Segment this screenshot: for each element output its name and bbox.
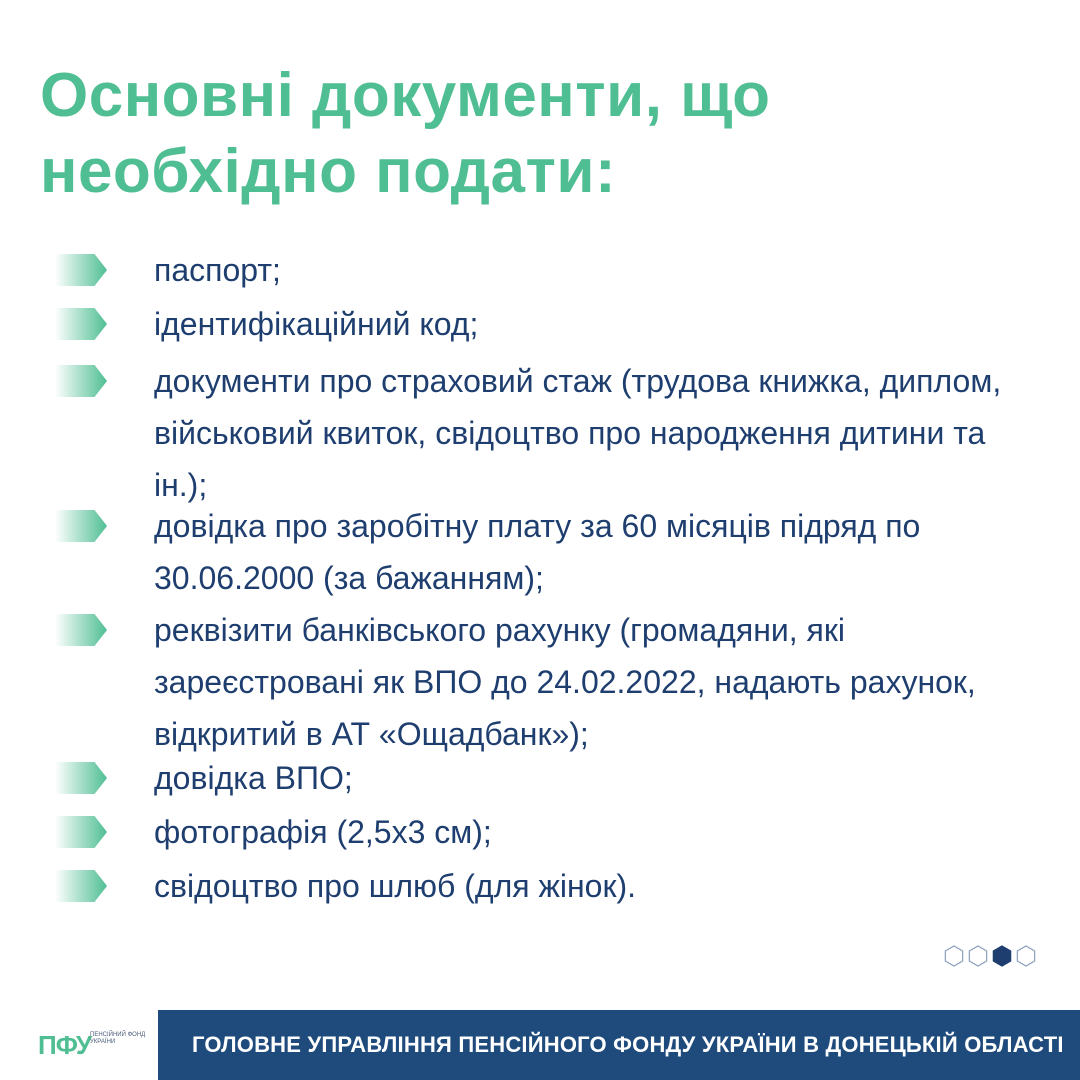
logo-mark: ПФУ [38, 1030, 92, 1060]
arrow-right-icon [55, 870, 107, 902]
page-dot-active[interactable] [993, 946, 1010, 966]
list-item-text: довідка про заробітну плату за 60 місяців підряд по 30.06.2000 (за бажанням); [154, 508, 921, 596]
list-item-text: ідентифікаційний код; [154, 306, 479, 342]
arrow-right-icon [55, 510, 107, 542]
arrow-right-icon [55, 254, 107, 286]
pagination-dots[interactable] [942, 944, 1042, 968]
list-item-text: документи про страховий стаж (трудова книжка, диплом, військовий квиток, свідоцтво про народження дитини та ін.); [154, 363, 1002, 503]
list-item-text: фотографія (2,5х3 см); [154, 814, 492, 850]
arrow-right-icon [55, 762, 107, 794]
page-dot[interactable] [1017, 946, 1034, 966]
footer-text: ГОЛОВНЕ УПРАВЛІННЯ ПЕНСІЙНОГО ФОНДУ УКРАЇНИ В ДОНЕЦЬКІЙ ОБЛАСТІ [192, 1032, 1064, 1057]
list-item-text: свідоцтво про шлюб (для жінок). [154, 868, 637, 904]
arrow-right-icon [55, 816, 107, 848]
logo-subtitle: ПЕНСІЙНИЙ ФОНД УКРАЇНИ [90, 1032, 146, 1045]
page-title: Основні документи, що необхідно подати: [40, 61, 771, 206]
list-item-text: реквізити банківського рахунку (громадяни, які зареєстровані як ВПО до 24.02.2022, надають рахунок, відкритий в АТ «Ощадбанк»); [154, 612, 976, 752]
footer-bar [158, 1010, 1080, 1080]
list-item-text: паспорт; [154, 252, 281, 288]
arrow-right-icon [55, 308, 107, 340]
page-dot[interactable] [945, 946, 962, 966]
arrow-right-icon [55, 365, 107, 397]
list-item-text: довідка ВПО; [154, 760, 353, 796]
arrow-right-icon [55, 614, 107, 646]
pfu-logo [38, 1024, 148, 1072]
page-dot[interactable] [969, 946, 986, 966]
